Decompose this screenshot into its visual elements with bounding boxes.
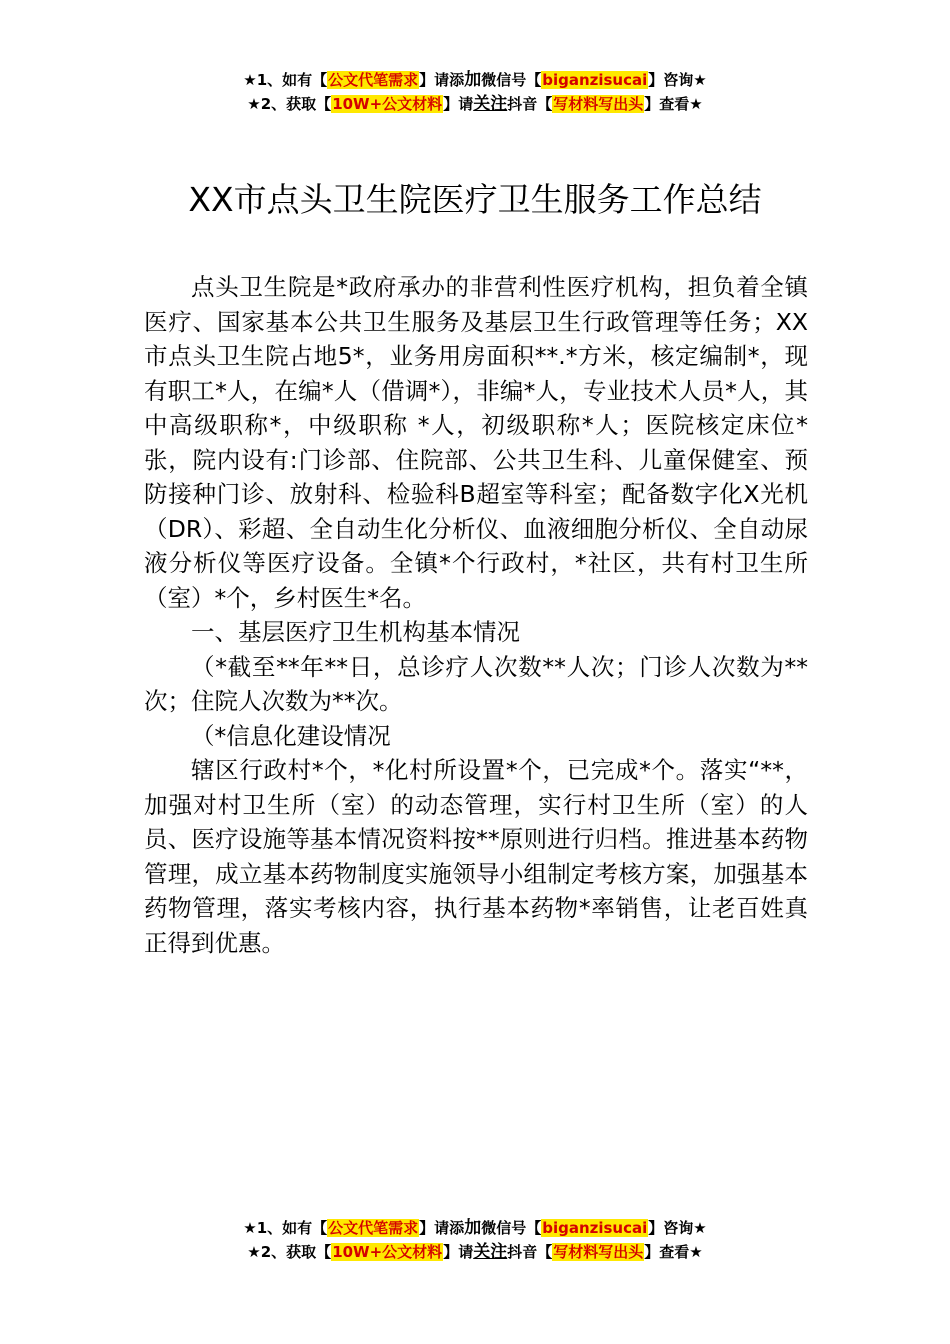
highlight-douyin: 写材料写出头 — [553, 95, 644, 113]
highlight-materials: 10W+公文材料 — [332, 1243, 443, 1261]
body-paragraph-it: 辖区行政村*个，*化村所设置*个，已完成*个。落实“**， 加强对村卫生所（室）的动态管理，实行村卫生所（室）的人员、医疗设施等基本情况资料按**原则进行归档。推进基本药物管理，成立基本药物制度实施领导小组制定考核方案，加强基本药物管理，落实考核内容，执行基本药物*率销售，让老百姓真正得到优惠。 — [144, 756, 808, 957]
section-heading-1: 一、基层医疗卫生机构基本情况 — [191, 618, 520, 646]
body-paragraph-stats: （*截至**年**日，总诊疗人次数**人次；门诊人次数为**次；住院人次数为**次。 — [144, 652, 808, 715]
top-promo-banner — [0, 68, 950, 116]
highlight-wechat-id: biganzisucai — [542, 1219, 648, 1237]
highlight-service: 公文代笔需求 — [328, 71, 419, 89]
promo-line-1: ★1、如有【公文代笔需求】请添加微信号【biganzisucai】咨询★ — [243, 1218, 707, 1238]
promo-line-2: ★2、获取【10W+公文材料】请关注抖音【写材料写出头】查看★ — [247, 94, 703, 114]
highlight-materials: 10W+公文材料 — [332, 95, 443, 113]
promo-line-2: ★2、获取【10W+公文材料】请关注抖音【写材料写出头】查看★ — [247, 1242, 703, 1262]
highlight-wechat-id: biganzisucai — [542, 71, 648, 89]
promo-line-1: ★1、如有【公文代笔需求】请添加微信号【biganzisucai】咨询★ — [243, 70, 707, 90]
bottom-promo-banner — [0, 1216, 950, 1264]
subsection-heading-it: （*信息化建设情况 — [191, 721, 391, 750]
body-paragraph-intro: 点头卫生院是*政府承办的非营利性医疗机构，担负着全镇医疗、国家基本公共卫生服务及基层卫生行政管理等任务；XX市点头卫生院占地5*，业务用房面积**.*方米，核定编制*，现有职工*人，在编*人（借调*），非编*人，专业技术人员*人，其中高级职称*，中级职称 *人，初级职称*人；医院核定床位*张，院内设有:门诊部、住院部、公共卫生科、儿童保健室、预防接种门诊、放射科、检验科B超室等科室；配备数字化X光机（DR）、彩超、全自动生化分析仪、血液细胞分析仪、全自动尿液分析仪等医疗设备。全镇*个行政村，*社区，共有村卫生所（室）*个，乡村医生*名。 — [144, 273, 808, 612]
document-title: XX市点头卫生院医疗卫生服务工作总结 — [188, 180, 762, 219]
highlight-douyin: 写材料写出头 — [553, 1243, 644, 1261]
document-body — [144, 270, 808, 960]
highlight-service: 公文代笔需求 — [328, 1219, 419, 1237]
